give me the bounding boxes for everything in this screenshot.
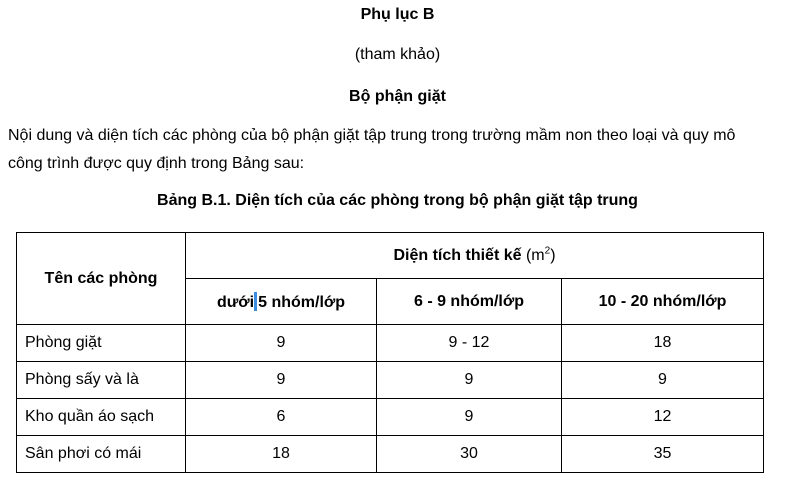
header-unit bbox=[526, 247, 556, 264]
paragraph-line: Nội dung và diện tích các phòng của bộ phận giặt tập trung trong trường mầm non theo loại và quy mô bbox=[8, 127, 736, 144]
appendix-subtitle: (tham khảo) bbox=[354, 46, 441, 63]
table-row bbox=[17, 399, 764, 436]
area-cell: 18 bbox=[562, 325, 764, 362]
area-cell: 9 - 12 bbox=[377, 325, 562, 362]
room-name-cell: Sân phơi có mái bbox=[17, 436, 186, 473]
unit-superscript: 2 bbox=[544, 245, 551, 257]
table-row bbox=[17, 436, 764, 473]
area-cell: 9 bbox=[377, 399, 562, 436]
area-cell: 18 bbox=[186, 436, 377, 473]
area-cell: 12 bbox=[562, 399, 764, 436]
column-header-part: 5 nhóm/lớp bbox=[258, 293, 346, 311]
area-cell: 6 bbox=[186, 399, 377, 436]
column-header: 10 - 20 nhóm/lớp bbox=[562, 279, 764, 325]
appendix-title: Phụ lục B bbox=[360, 6, 435, 23]
area-cell: 9 bbox=[186, 325, 377, 362]
table-caption: Bảng B.1. Diện tích của các phòng trong bộ phận giặt tập trung bbox=[157, 192, 638, 209]
area-cell: 9 bbox=[562, 362, 764, 399]
room-name-cell: Kho quần áo sạch bbox=[17, 399, 186, 436]
table-row bbox=[17, 362, 764, 399]
paragraph-line: công trình được quy định trong Bảng sau: bbox=[8, 155, 305, 172]
area-cell: 9 bbox=[186, 362, 377, 399]
room-name-cell: Phòng sấy và là bbox=[17, 362, 186, 399]
header-design-area bbox=[186, 233, 764, 279]
column-header-part: dưới bbox=[216, 293, 255, 311]
column-header: 6 - 9 nhóm/lớp bbox=[377, 279, 562, 325]
area-cell: 9 bbox=[377, 362, 562, 399]
header-design-area-label: Diện tích thiết kế bbox=[393, 246, 522, 264]
area-table bbox=[16, 232, 764, 473]
room-name-cell: Phòng giặt bbox=[17, 325, 186, 362]
header-room-name: Tên các phòng bbox=[17, 233, 186, 325]
column-header bbox=[186, 279, 377, 325]
unit-close: ) bbox=[550, 246, 556, 264]
area-cell: 35 bbox=[562, 436, 764, 473]
text-cursor bbox=[254, 292, 257, 311]
table-row bbox=[17, 325, 764, 362]
section-title: Bộ phận giặt bbox=[349, 88, 446, 105]
area-cell: 30 bbox=[377, 436, 562, 473]
unit-open: (m bbox=[525, 246, 545, 264]
